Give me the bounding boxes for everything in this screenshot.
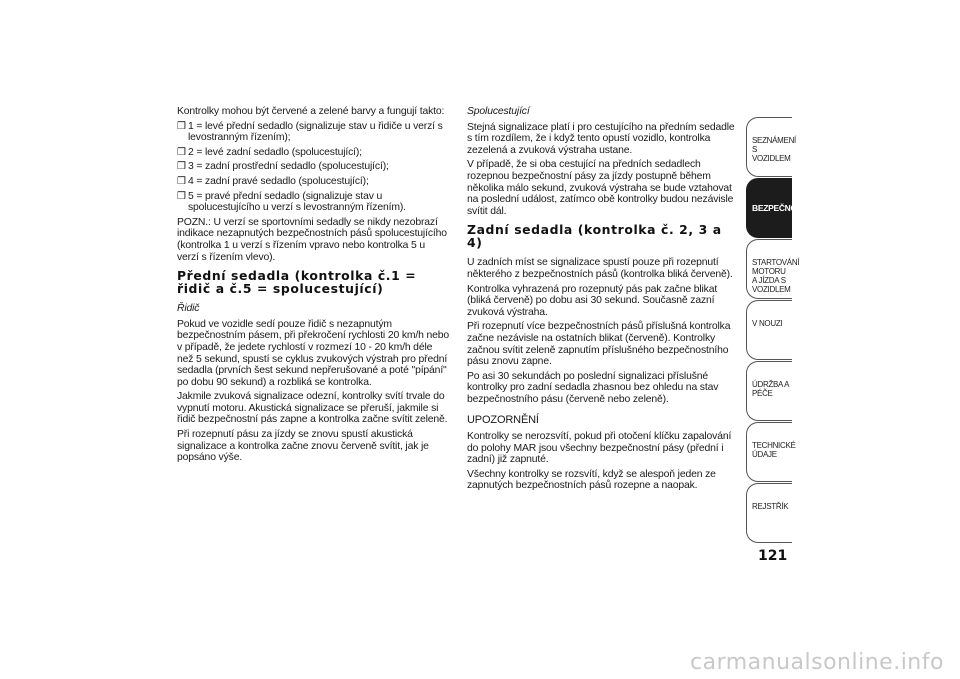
- list-item: ❒ 1 = levé přední sedadlo (signalizuje stav u řidiče u verzí s levostranným řízením);: [177, 120, 443, 144]
- body-paragraph: Pokud ve vozidle sedí pouze řidič s nezapnutým bezpečnostním pásem, při překročení rychlosti 20 km/h nebo v případě, že jedete rychlostí v rozmezí 10 - 20 km/h déle než 5 sekund, spustí se cyklus zvukových výstrah pro přední sedadla (prvních šest sekund nepřerušované a poté "pípání" po dobu 90 sekund) a rozbliká se kontrolka.: [177, 318, 449, 388]
- tab-emergency[interactable]: V NOUZI: [746, 300, 792, 360]
- watermark: carmanualsonline.info: [690, 650, 944, 675]
- section-heading-rear-seats: Zadní sedadla (kontrolka č. 2, 3 a 4): [467, 222, 722, 251]
- intro-paragraph: Kontrolky mohou být červené a zelené barvy a fungují takto:: [177, 106, 445, 117]
- checkbox-bullet-icon: ❒: [177, 190, 186, 202]
- body-paragraph: U zadních míst se signalizace spustí pouze při rozepnutí některého z bezpečnostních pásů (kontrolka bliká červeně).: [467, 257, 733, 280]
- subheading-driver: Řidič: [177, 303, 200, 315]
- body-paragraph: Stejná signalizace platí i pro cestujícího na předním sedadle s tím rozdílem, že i když tento opustí vozidlo, kontrolka zezelená a zvuková výstraha ustane.: [467, 121, 735, 156]
- list-item: ❒ 2 = levé zadní sedadlo (spolucestující);: [177, 146, 362, 158]
- body-paragraph: Při rozepnutí více bezpečnostních pásů příslušná kontrolka začne nezávisle na ostatních blikat (červeně). Kontrolky začnou svítit zeleně zapnutím příslušného bezpečnostního pásu znovu zapne.: [467, 321, 731, 368]
- tab-maintenance[interactable]: ÚDRŽBA A PÉČE: [746, 361, 792, 421]
- right-column: [467, 106, 737, 495]
- subheading-passenger: Spolucestující: [467, 106, 530, 117]
- checkbox-bullet-icon: ❒: [177, 175, 186, 187]
- note-paragraph: POZN.: U verzí se sportovními sedadly se nikdy nezobrazí indikace nezapnutých bezpečnostních pásů spolucestujícího (kontrolka 1 u verzí s řízením vpravo nebo kontrolka 5 u verzí s řízením vlevo).: [177, 216, 447, 263]
- body-paragraph: Kontrolka vyhrazená pro rozepnutý pás pak začne blikat (bliká červeně) po dobu asi 30 sekund. Současně zazní zvuková výstraha.: [467, 283, 718, 318]
- tab-introduction[interactable]: SEZNÁMENÍ S VOZIDLEM: [746, 117, 792, 177]
- tab-safety[interactable]: BEZPEČNOST: [746, 178, 792, 238]
- checkbox-bullet-icon: ❒: [177, 146, 186, 158]
- tab-index[interactable]: REJSTŘÍK: [746, 483, 792, 543]
- left-column: [177, 106, 449, 467]
- body-paragraph: Po asi 30 sekundách po poslední signalizaci příslušné kontrolky pro zadní sedadla zhasnou bez ohledu na stav bezpečnostního pásu (červeně nebo zeleně).: [467, 370, 719, 405]
- tab-starting-driving[interactable]: STARTOVÁNÍ MOTORU A JÍZDA S VOZIDLEM: [746, 239, 792, 299]
- tab-technical-data[interactable]: TECHNICKÉ ÚDAJE: [746, 422, 792, 482]
- section-heading-front-seats: Přední sedadla (kontrolka č.1 = řidič a č.5 = spolucestující): [177, 268, 417, 297]
- body-paragraph: Při rozepnutí pásu za jízdy se znovu spustí akustická signalizace a kontrolka začne znovu červeně svítit, jak je popsáno výše.: [177, 429, 429, 464]
- list-item: ❒ 4 = zadní pravé sedadlo (spolucestující);: [177, 175, 369, 187]
- warning-paragraph: Kontrolky se nerozsvítí, pokud při otočení klíčku zapalování do polohy MAR jsou všechny bezpečnostní pásy (přední i zadní) již zapnuté.: [467, 431, 732, 466]
- checkbox-bullet-icon: ❒: [177, 120, 186, 132]
- list-item: ❒ 5 = pravé přední sedadlo (signalizuje stav u spolucestujícího u verzí s levostranným řízením).: [177, 190, 406, 214]
- body-paragraph: Jakmile zvuková signalizace odezní, kontrolky svítí trvale do vypnutí motoru. Akustická signalizace se přeruší, jakmile si řidič bezpečnostní pás zapne a kontrolka začne svítit zeleně.: [177, 391, 448, 426]
- list-item: ❒ 3 = zadní prostřední sedadlo (spolucestující);: [177, 161, 389, 173]
- checkbox-bullet-icon: ❒: [177, 161, 186, 173]
- body-paragraph: V případě, že si oba cestující na předních sedadlech rozepnou bezpečnostní pásy za jízdy postupně během několika málo sekund, zvuková výstraha se bude vztahovat na poslední událost, zatímco obě kontrolky budou nezávisle svítit dál.: [467, 159, 734, 217]
- page-number: 121: [758, 548, 788, 564]
- warning-paragraph: Všechny kontrolky se rozsvítí, když se alespoň jeden ze zapnutých bezpečnostních pásů rozepne a naopak.: [467, 468, 716, 492]
- chapter-tab-sidebar: [746, 117, 808, 545]
- warning-title: UPOZORNĚNÍ: [467, 414, 539, 427]
